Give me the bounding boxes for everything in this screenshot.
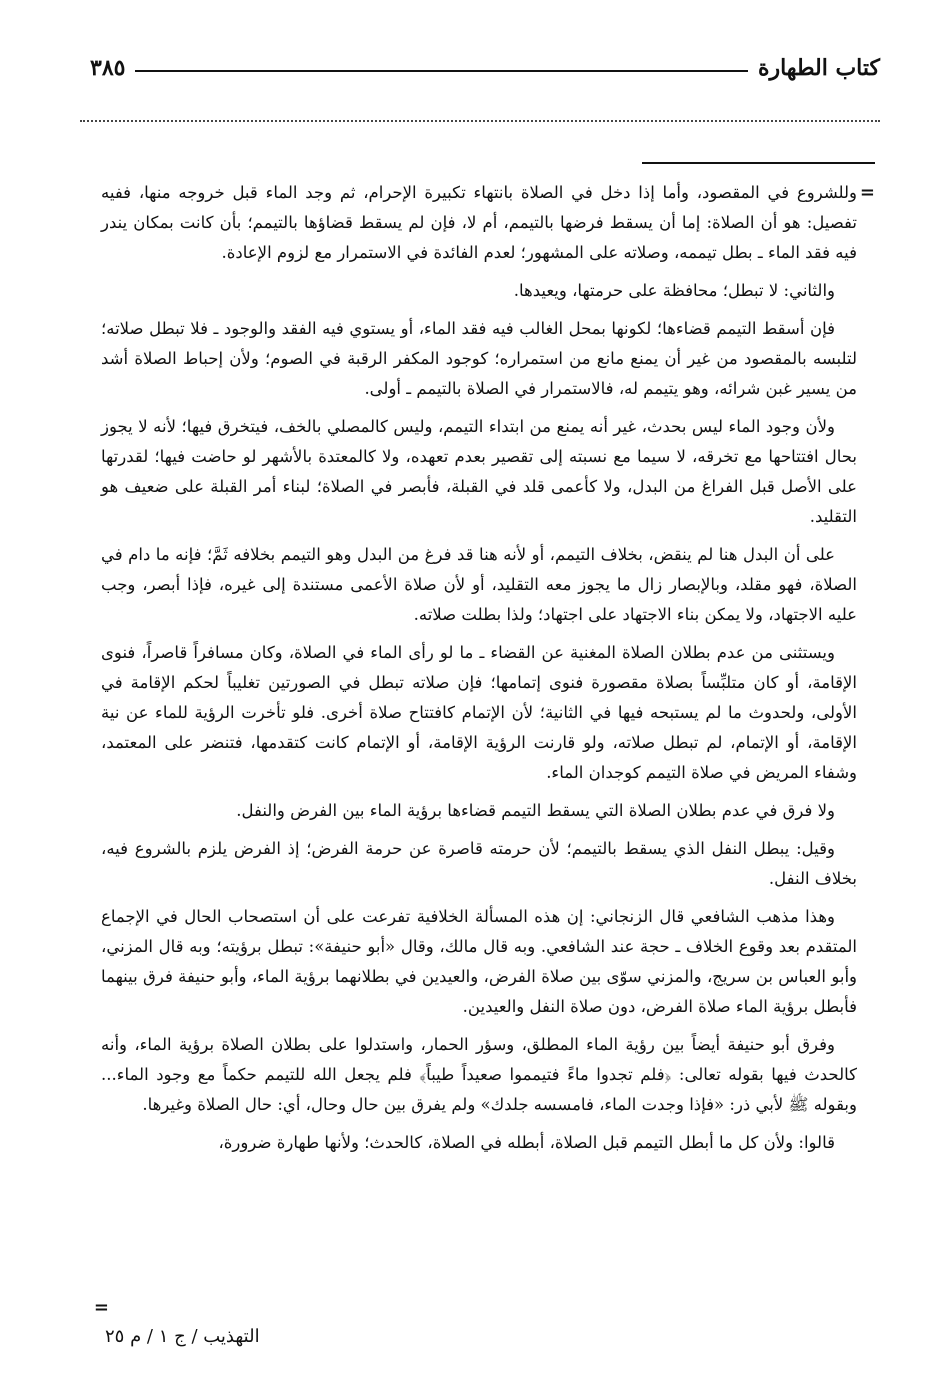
paragraph: وهذا مذهب الشافعي قال الزنجاني: إن هذه المسألة الخلافية تفرعت على أن استصحاب الحال في الإجماع المتقدم بعد وقوع الخلاف ـ حجة عند الشافعي. وبه قال مالك، وقال «أبو حنيفة»: تبطل برؤيته؛ وبه قال المزني، وأبو العباس بن سريج، والمزني سوّى بين صلاة الفرض، والعيدين في بطلانهما برؤية الماء، وأبو حنيفة فرق بينهما فأبطل برؤية الماء صلاة الفرض، دون صلاة النفل والعيدين. [101,907,857,1016]
paragraph: قالوا: ولأن كل ما أبطل التيمم قبل الصلاة، أبطله في الصلاة، كالحدث؛ ولأنها طهارة ضرورة، [218,1133,835,1152]
header-title: كتاب الطهارة [757,55,880,81]
continuation-mark-top: = [859,182,875,203]
paragraph: ولأن وجود الماء ليس بحدث، غير أنه يمنع من ابتداء التيمم، وليس كالمصلي بالخف، فيتخرق فيها؛ لأنه لا يجوز بحال افتتاحها مع تخرقه، لا سيما مع نسبته إلى تقصير بعدم تعهده، ولا كالمعتدة بالأشهر لو حاضت فيها؛ لقدرتها على الأصل قبل الفراغ من البدل، ولا كأعمى قلد في القبلة، فأبصر في الصلاة؛ لبناء أمر القبلة على ضعيف هو التقليد. [101,417,857,526]
paragraph: ويستثنى من عدم بطلان الصلاة المغنية عن القضاء ـ ما لو رأى الماء في الصلاة، وكان مسافراً قاصراً، فنوى الإقامة، أو كان متلبِّساً بصلاة مقصورة فنوى إتمامها؛ فإن صلاته تبطل في الصورتين تغليباً لحكم الإقامة في الأولى، ولحدوث ما لم يستبحه فيها في الثانية؛ لأن الإتمام كافتتاح صلاة أخرى. فلو تأخرت الرؤية للماء عن نية الإقامة، أو الإتمام، لم تبطل صلاته، ولو قارنت الرؤية الإقامة، أو الإتمام كانت كتقدمها، فتنضر على المعتمد، وشفاء المريض في صلاة التيمم كوجدان الماء. [101,643,857,782]
dotted-divider [80,120,880,122]
paragraph: وفرق أبو حنيفة أيضاً بين رؤية الماء المطلق، وسؤر الحمار، واستدلوا على بطلان الصلاة برؤية الماء، وأنه كالحدث فيها بقوله تعالى: ﴿فلم تجدوا ماءً فتيمموا صعيداً طيباً﴾ فلم يجعل الله للتيمم حكماً مع وجود الماء... وبقوله ﷺ لأبي ذر: «فإذا وجدت الماء، فامسسه جلدك» ولم يفرق بين حال وحال، أي: حال الصلاة وغيرها. [101,1035,857,1114]
paragraph: فإن أسقط التيمم قضاءها؛ لكونها بمحل الغالب فيه فقد الماء، أو يستوي فيه الفقد والوجود ـ فلا تبطل صلاته؛ لتلبسه بالمقصود من غير أن يمنع مانع من استمراره؛ كوجود المكفر الرقبة في الصوم؛ ولأن إحباط الصلاة أشد من يسير غبن شرائه، وهو يتيمم له، فالاستمرار في الصلاة بالتيمم ـ أولى. [101,319,857,398]
header-rule [135,70,748,72]
footnote-rule [642,162,875,164]
continuation-mark-bottom: = [93,1297,109,1318]
running-header [90,48,880,88]
paragraph: وللشروع في المقصود، وأما إذا دخل في الصلاة بانتهاء تكبيرة الإحرام، ثم وجد الماء قبل خروجه منها، ففيه تفصيل: هو أن الصلاة: إما أن يسقط فرضها بالتيمم، أم لا، فإن لم يسقط قضاؤها بالتيمم؛ بأن كانت بمكان يندر فيه فقد الماء ـ بطل تيممه، وصلاته على المشهور؛ لعدم الفائدة في الاستمرار مع لزوم الإعادة. [101,183,857,262]
paragraph: والثاني: لا تبطل؛ محافظة على حرمتها، ويعيدها. [513,281,835,300]
footnote-text [101,178,857,1166]
paragraph: وقيل: يبطل النفل الذي يسقط بالتيمم؛ لأن حرمته قاصرة عن حرمة الفرض؛ إذ الفرض يلزم بالشروع فيه، بخلاف النفل. [101,839,857,888]
paragraph: ولا فرق في عدم بطلان الصلاة التي يسقط التيمم قضاءها برؤية الماء بين الفرض والنفل. [236,801,835,820]
paragraph: على أن البدل هنا لم ينقض، بخلاف التيمم، أو لأنه هنا قد فرغ من البدل وهو التيمم بخلافه ثَمَّ؛ فإنه ما دام في الصلاة، فهو مقلد، وبالإبصار زال ما يجوز معه التقليد، أو لأن صلاة الأعمى مستندة إلى غيره، فإذا أبصر، وجب عليه الاجتهاد، ولا يمكن بناء الاجتهاد على اجتهاد؛ ولذا بطلت صلاته. [101,545,857,624]
signature-footer: التهذيب / ج ١ / م ٢٥ [105,1326,260,1347]
page-number: ٣٨٥ [90,55,126,81]
